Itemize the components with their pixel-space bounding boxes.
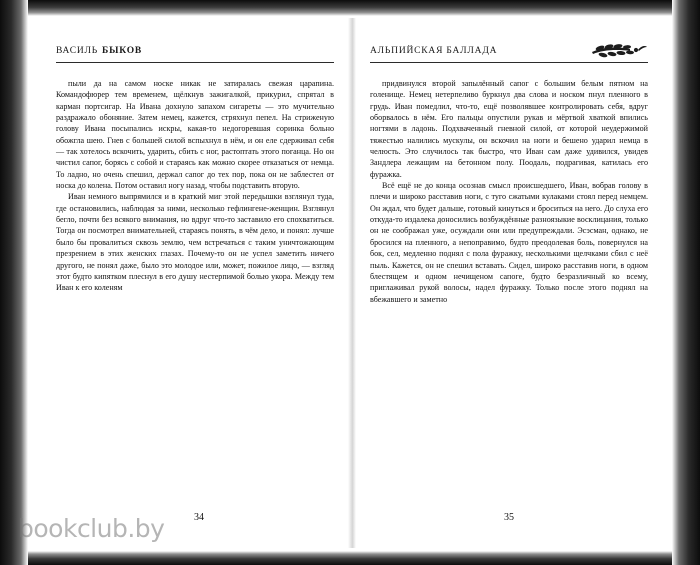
author-first-name: ВАСИЛЬ	[56, 46, 99, 56]
left-page-body	[56, 78, 334, 493]
header-rule-right	[370, 62, 648, 63]
paragraph: придвинулся второй запылённый сапог с большим белым пятном на голенище. Немец нетерпеливо буркнул два слова и носком пнул пленного в грудь. Иван помедлил, что-то, ещё позволявшее контролировать себя, вдруг оборвалось в нём. Его пальцы опустили рукав и мёртвой хваткой впились ногтями в ладонь. Подхваченный гневной силой, от которой неудержимой тяжестью налились мускулы, он вскочил на ноги и бешено ударил немца в челюсть. Это случилось так быстро, что Иван сам даже удивился, увидев Зандлера лежащим на бетонном полу. Поодаль, подрагивая, катилась его фуражка.	[370, 79, 648, 179]
watermark: bookclub.by	[18, 514, 165, 543]
running-head-left	[56, 40, 334, 62]
page-edge-right	[672, 0, 700, 565]
paragraph: пыли да на самом носке никак не затиралась свежая царапина. Командофюрер тем временем, щёлкнув зажигалкой, прикурил, спрятал в карман портсигар. На Ивана дохнуло запахом сигареты — это мучительно раздражало обоняние. Затем немец, кажется, стряхнул пепел. На стриженую голову Ивана посыпались искры, какая-то недогоревшая соринка больно обожгла шею. Гнев с большей силой вспыхнул в нём, и он еле сдерживал себя — так хотелось вскочить, ударить, сбить с ног, растоптать этого поганца. Но он чистил сапог, борясь с собой и стараясь как можно скорее отказаться от немца. То ладно, но очень спешил, держал сапог до тех пор, пока он не заблестел от носка до колена. Потом оставил ногу назад, чтобы подставить вторую.	[56, 79, 334, 191]
page-number-left: 34	[194, 512, 204, 523]
page-number-right: 35	[504, 512, 514, 523]
running-head-right	[370, 40, 648, 62]
header-rule-left	[56, 62, 334, 63]
leaf-branch-ornament-icon	[590, 43, 648, 59]
left-page	[28, 16, 350, 549]
book-title: АЛЬПИЙСКАЯ БАЛЛАДА	[370, 46, 498, 56]
right-page-body	[370, 78, 648, 493]
page-edge-bottom	[0, 551, 700, 565]
right-page	[352, 16, 674, 549]
paragraph: Всё ещё не до конца осознав смысл происшедшего, Иван, вобрав голову в плечи и широко расставив ноги, с туго сжатыми кулаками стоял перед немцем. Он ждал, что будет дальше, готовый кинуться и броситься на него. До слуха его откуда-то издалека доносились возбуждённые разноязыкие восклицания, только он не соображал уже, осуждали они или предупреждали. Эсэсман, однако, не бросился на пленного, а непоправимо, будто преодолевая боль, повернулся на бок, сел, медленно поднял с пола фуражку, несколькими щелчками сбил с неё пыль. Кажется, он не спешил вставать. Сидел, широко расставив ноги, в одном блестящем и одном нечищеном сапоге, будто безразличный ко всему, приглаживал рукой волосы, надел фуражку. Только после этого поднял на вбежавшего и заметно	[370, 181, 648, 304]
page-edge-left	[0, 0, 28, 565]
author-last-name: БЫКОВ	[102, 46, 143, 56]
page-edge-top	[0, 0, 700, 16]
paragraph: Иван немного выпрямился и в краткий миг этой передышки взглянул туда, где остановились, наблюдая за ними, несколько гефлингене-женщин. Взглянул бегло, почти без всякого внимания, но вдруг что-то заставило его спохватиться. Тогда он посмотрел внимательней, стараясь понять, в чём дело, и понял: лучше было бы провалиться сквозь землю, чем встречаться с таким уничтожающим презрением в этих женских глазах. Почему-то он не успел заметить ничего другого, не понял даже, было это молодое или, может, пожилое лицо, — взгляд этот будто кипятком плеснул в его душу нестерпимой болью укора. Между тем Иван к его коленям	[56, 192, 334, 293]
